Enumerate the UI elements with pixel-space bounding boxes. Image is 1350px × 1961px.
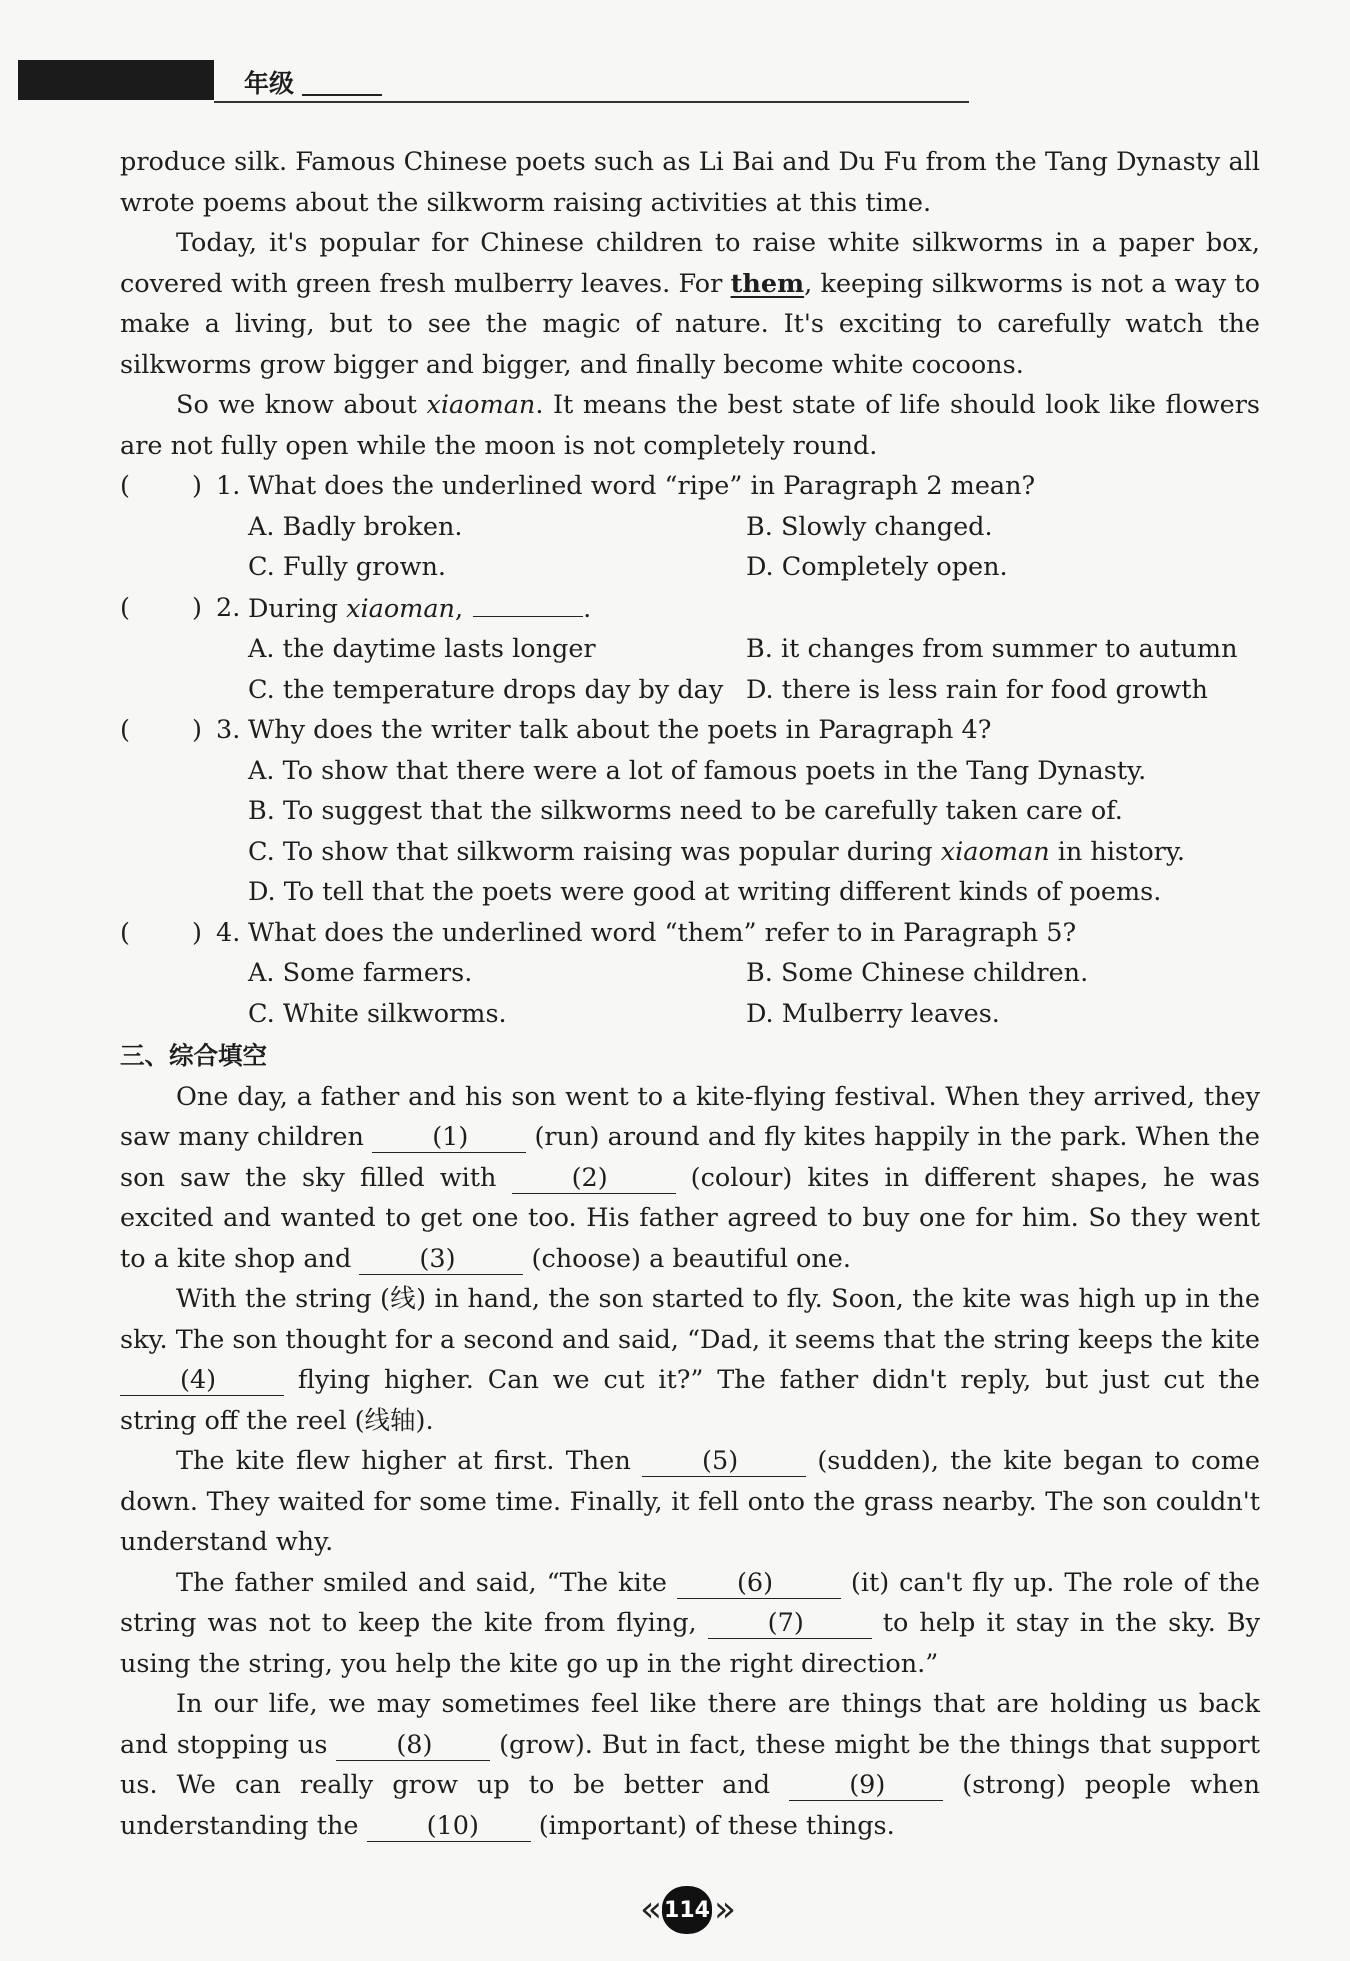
chevron-right-icon: » bbox=[714, 1889, 737, 1930]
option-d[interactable]: D. Completely open. bbox=[746, 552, 1008, 582]
blank-10[interactable]: (10) bbox=[367, 1811, 531, 1842]
answer-blank[interactable] bbox=[473, 588, 583, 617]
blank-5[interactable]: (5) bbox=[642, 1446, 806, 1477]
cloze-paragraph-5: In our life, we may sometimes feel like there are things that are holding us back and stopping us (8) (grow). But in fact, these might be the things that support us. We can really grow up to be better and (9) (strong) people when understanding the (10) (important) of these things. bbox=[120, 1689, 1261, 1841]
question-1-options bbox=[120, 507, 1260, 588]
passage-paragraph-2: Today, it's popular for Chinese children to raise white silkworms in a paper box, covered with green fresh mulberry leaves. For them, keeping silkworms is not a way to make a living, but to see the magic of nature. It's exciting to carefully watch the silkworms grow bigger and bigger, and finally become white cocoons. bbox=[120, 228, 1260, 380]
option-d[interactable]: D. To tell that the poets were good at writing different kinds of poems. bbox=[248, 877, 1162, 907]
answer-paren-open[interactable]: ( bbox=[120, 715, 130, 745]
answer-paren-open[interactable]: ( bbox=[120, 917, 130, 948]
option-c[interactable]: C. Fully grown. bbox=[248, 552, 446, 582]
blank-7[interactable]: (7) bbox=[708, 1608, 872, 1639]
answer-paren-open[interactable]: ( bbox=[120, 471, 130, 501]
question-stem: What does the underlined word “them” refer to in Paragraph 5? bbox=[248, 917, 1077, 948]
chevron-left-icon: « bbox=[640, 1889, 663, 1930]
option-d[interactable]: D. there is less rain for food growth bbox=[746, 674, 1208, 705]
option-a[interactable]: A. Badly broken. bbox=[248, 511, 463, 542]
header-rule bbox=[214, 101, 969, 103]
blank-6[interactable]: (6) bbox=[677, 1568, 841, 1599]
blank-8[interactable]: (8) bbox=[336, 1730, 490, 1761]
option-c[interactable]: C. White silkworms. bbox=[248, 998, 507, 1029]
option-b[interactable]: B. Slowly changed. bbox=[746, 511, 993, 542]
question-2-options bbox=[120, 629, 1260, 710]
section-heading: 三、综合填空 bbox=[120, 1041, 267, 1070]
answer-paren-close: ) bbox=[192, 917, 202, 948]
cloze-paragraph-3: The kite flew higher at first. Then (5) (sudden), the kite began to come down. They waited for some time. Finally, it fell onto the grass nearby. The son couldn't understand why. bbox=[120, 1446, 1260, 1557]
underlined-word-them: them bbox=[730, 268, 805, 299]
question-2: ( ) 2. During xiaoman, . bbox=[120, 588, 1260, 630]
option-c[interactable]: C. the temperature drops day by day bbox=[248, 674, 724, 705]
answer-paren-close: ) bbox=[192, 715, 202, 745]
answer-paren-close: ) bbox=[192, 592, 202, 623]
question-4: ( ) 4. What does the underlined word “them” refer to in Paragraph 5? bbox=[120, 913, 1260, 954]
passage-paragraph-3: So we know about xiaoman. It means the best state of life should look like flowers are not fully open while the moon is not completely round. bbox=[120, 390, 1260, 461]
grade-label: 年级 bbox=[244, 69, 295, 98]
page-number-badge: 114 bbox=[662, 1886, 712, 1934]
blank-4[interactable]: (4) bbox=[120, 1365, 284, 1396]
option-b[interactable]: B. Some Chinese children. bbox=[746, 958, 1089, 988]
option-b[interactable]: B. it changes from summer to autumn bbox=[746, 634, 1238, 664]
question-stem: Why does the writer talk about the poets in Paragraph 4? bbox=[248, 715, 992, 745]
page-number bbox=[640, 1886, 737, 1934]
blank-1[interactable]: (1) bbox=[372, 1122, 526, 1153]
passage-paragraph-1: produce silk. Famous Chinese poets such as Li Bai and Du Fu from the Tang Dynasty all wrote poems about the silkworm raising activities at this time. bbox=[120, 147, 1260, 218]
grade-blank bbox=[302, 94, 382, 96]
page-content bbox=[120, 142, 1260, 1846]
option-b[interactable]: B. To suggest that the silkworms need to be carefully taken care of. bbox=[248, 796, 1123, 826]
question-1: ( ) 1. What does the underlined word “ripe” in Paragraph 2 mean? bbox=[120, 466, 1260, 507]
option-a[interactable]: A. To show that there were a lot of famous poets in the Tang Dynasty. bbox=[248, 755, 1147, 786]
question-4-options bbox=[120, 953, 1260, 1034]
blank-2[interactable]: (2) bbox=[512, 1163, 676, 1194]
option-c[interactable]: C. To show that silkworm raising was popular during xiaoman in history. bbox=[248, 836, 1185, 867]
cloze-paragraph-2: With the string (线) in hand, the son started to fly. Soon, the kite was high up in the sky. The son thought for a second and said, “Dad, it seems that the string keeps the kite (4) flying higher. Can we cut it?” The father didn't reply, but just cut the string off the reel (线轴). bbox=[120, 1284, 1260, 1436]
blank-9[interactable]: (9) bbox=[789, 1770, 943, 1801]
cloze-paragraph-4: The father smiled and said, “The kite (6) (it) can't fly up. The role of the string was not to keep the kite from flying, (7) to help it stay in the sky. By using the string, you help the kite go up in the right direction.” bbox=[120, 1567, 1260, 1679]
answer-paren-close: ) bbox=[192, 471, 202, 501]
blank-3[interactable]: (3) bbox=[359, 1244, 523, 1275]
option-d[interactable]: D. Mulberry leaves. bbox=[746, 998, 1000, 1029]
header-black-bar bbox=[18, 60, 214, 100]
question-3-options bbox=[120, 751, 1260, 913]
question-3: ( ) 3. Why does the writer talk about the poets in Paragraph 4? bbox=[120, 710, 1260, 751]
answer-paren-open[interactable]: ( bbox=[120, 592, 130, 623]
cloze-paragraph-1: One day, a father and his son went to a kite-flying festival. When they arrived, they saw many children (1) (run) around and fly kites happily in the park. When the son saw the sky filled with (2) (colour) kites in different shapes, he was excited and wanted to get one too. His father agreed to buy one for him. So they went to a kite shop and (3) (choose) a beautiful one. bbox=[120, 1081, 1260, 1274]
question-stem: What does the underlined word “ripe” in Paragraph 2 mean? bbox=[248, 471, 1036, 501]
option-a[interactable]: A. the daytime lasts longer bbox=[248, 634, 596, 664]
option-a[interactable]: A. Some farmers. bbox=[248, 958, 473, 988]
